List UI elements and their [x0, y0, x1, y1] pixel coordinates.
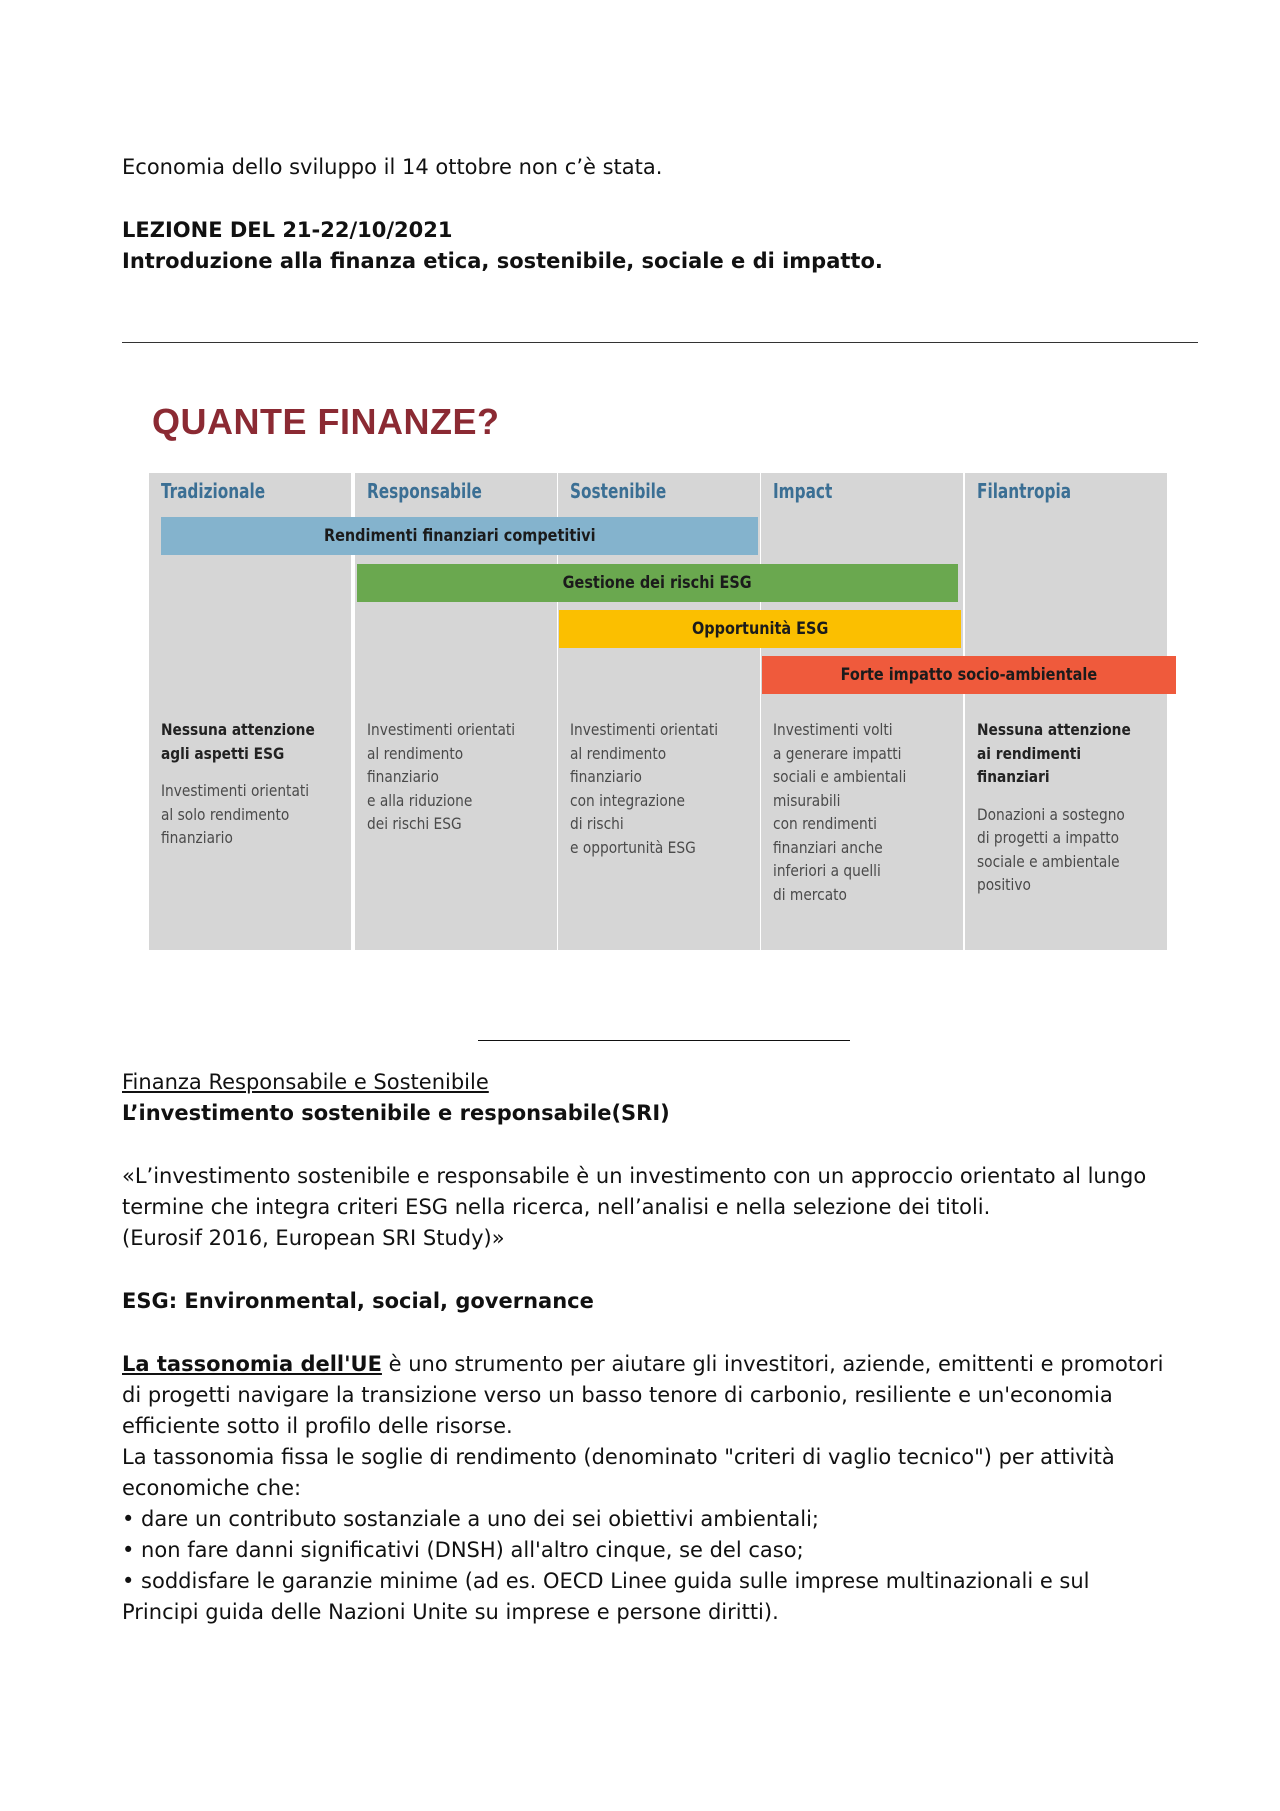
section-heading: Finanza Responsabile e Sostenibile: [122, 1070, 489, 1094]
column-description-line: Investimenti orientati: [570, 720, 719, 739]
column-description-strong: Nessuna attenzione: [977, 720, 1131, 739]
column-description-line: positivo: [977, 875, 1031, 894]
bullet-item: • soddisfare le garanzie minime (ad es. OECD Linee guida sulle imprese multinazionali e sul: [122, 1569, 1090, 1593]
column-description-line: con integrazione: [570, 790, 685, 810]
lesson-title: LEZIONE DEL 21-22/10/2021: [122, 218, 453, 242]
column-description-line: sociali e ambientali: [773, 767, 907, 786]
column-description-line: finanziario: [367, 767, 439, 786]
esg-definition: ESG: Environmental, social, governance: [122, 1289, 594, 1313]
taxonomy-intro: [122, 1349, 1163, 1380]
column-description: [977, 718, 1131, 897]
column-description-line: e opportunità ESG: [570, 837, 696, 857]
taxonomy-rest: è uno strumento per aiutare gli investitori, aziende, emittenti e promotori: [381, 1352, 1164, 1376]
column-description-strong: finanziari: [977, 767, 1050, 786]
bullet-item: • dare un contributo sostanziale a uno dei sei obiettivi ambientali;: [122, 1507, 819, 1531]
column-description-line: finanziari anche: [773, 837, 883, 857]
column-description-line: di mercato: [773, 884, 847, 904]
section-subheading: L’investimento sostenibile e responsabile(SRI): [122, 1101, 670, 1125]
taxonomy-line: Principi guida delle Nazioni Unite su imprese e persone diritti).: [122, 1600, 779, 1624]
finance-types-figure: [140, 385, 1190, 960]
figure-bar: [559, 610, 961, 648]
figure-title: QUANTE FINANZE?: [152, 401, 500, 442]
lesson-subtitle: Introduzione alla finanza etica, sostenibile, sociale e di impatto.: [122, 249, 883, 273]
figure-column: [965, 473, 1167, 950]
column-description: [367, 718, 515, 836]
intro-line: Economia dello sviluppo il 14 ottobre non c’è stata.: [122, 155, 663, 179]
column-header: Impact: [773, 479, 833, 503]
column-description-line: inferiori a quelli: [773, 861, 881, 880]
taxonomy-label: La tassonomia dell'UE: [122, 1352, 382, 1376]
column-description: [161, 718, 315, 850]
column-description-line: Donazioni a sostegno: [977, 804, 1125, 824]
column-description-line: sociale e ambientale: [977, 851, 1120, 871]
column-description-line: a generare impatti: [773, 743, 902, 763]
figure-bar: [161, 517, 758, 555]
column-description-line: dei rischi ESG: [367, 814, 462, 833]
column-description-strong: ai rendimenti: [977, 743, 1082, 763]
bar-label: Forte impatto socio-ambientale: [840, 665, 1098, 685]
taxonomy-line: La tassonomia fissa le soglie di rendimento (denominato "criteri di vaglio tecnico") per attività: [122, 1445, 1115, 1469]
column-description-line: al solo rendimento: [161, 804, 290, 824]
column-description: [570, 718, 718, 859]
bar-label: Opportunità ESG: [691, 619, 829, 639]
bar-label: Rendimenti finanziari competitivi: [323, 526, 596, 546]
column-description-line: Investimenti orientati: [161, 781, 310, 800]
column-description-strong: Nessuna attenzione: [161, 720, 315, 739]
column-description-line: Investimenti orientati: [367, 720, 516, 739]
column-description-line: di progetti a impatto: [977, 828, 1120, 847]
column-header: Sostenibile: [570, 479, 667, 503]
column-description-strong: agli aspetti ESG: [161, 743, 285, 763]
column-description-line: di rischi: [570, 814, 624, 833]
figure-bar: [762, 656, 1176, 694]
figure-columns: [149, 473, 1181, 950]
column-description-line: e alla riduzione: [367, 790, 473, 810]
taxonomy-line: economiche che:: [122, 1476, 302, 1500]
quote-line: termine che integra criteri ESG nella ricerca, nell’analisi e nella selezione dei titoli.: [122, 1195, 991, 1219]
column-description-line: Investimenti volti: [773, 720, 893, 739]
section-separator: [478, 1040, 850, 1041]
quote-line: «L’investimento sostenibile e responsabile è un investimento con un approccio orientato al lungo: [122, 1164, 1147, 1188]
bar-label: Gestione dei rischi ESG: [563, 573, 752, 593]
column-description-line: finanziario: [161, 828, 233, 847]
column-header: Responsabile: [367, 479, 482, 503]
quote-line: (Eurosif 2016, European SRI Study)»: [122, 1226, 505, 1250]
bullet-item: • non fare danni significativi (DNSH) all'altro cinque, se del caso;: [122, 1538, 804, 1562]
column-description-line: finanziario: [570, 767, 642, 786]
figure-column: [761, 473, 963, 950]
figure-bar: [357, 564, 958, 602]
taxonomy-line: efficiente sotto il profilo delle risorse.: [122, 1414, 513, 1438]
column-description: [773, 718, 906, 906]
horizontal-rule: [122, 342, 1198, 343]
column-header: Filantropia: [977, 479, 1072, 503]
taxonomy-line: di progetti navigare la transizione verso un basso tenore di carbonio, resiliente e un'economia: [122, 1383, 1113, 1407]
column-description-line: al rendimento: [570, 743, 667, 763]
column-description-line: misurabili: [773, 790, 841, 810]
column-header: Tradizionale: [161, 479, 266, 503]
column-description-line: con rendimenti: [773, 814, 877, 833]
column-description-line: al rendimento: [367, 743, 464, 763]
